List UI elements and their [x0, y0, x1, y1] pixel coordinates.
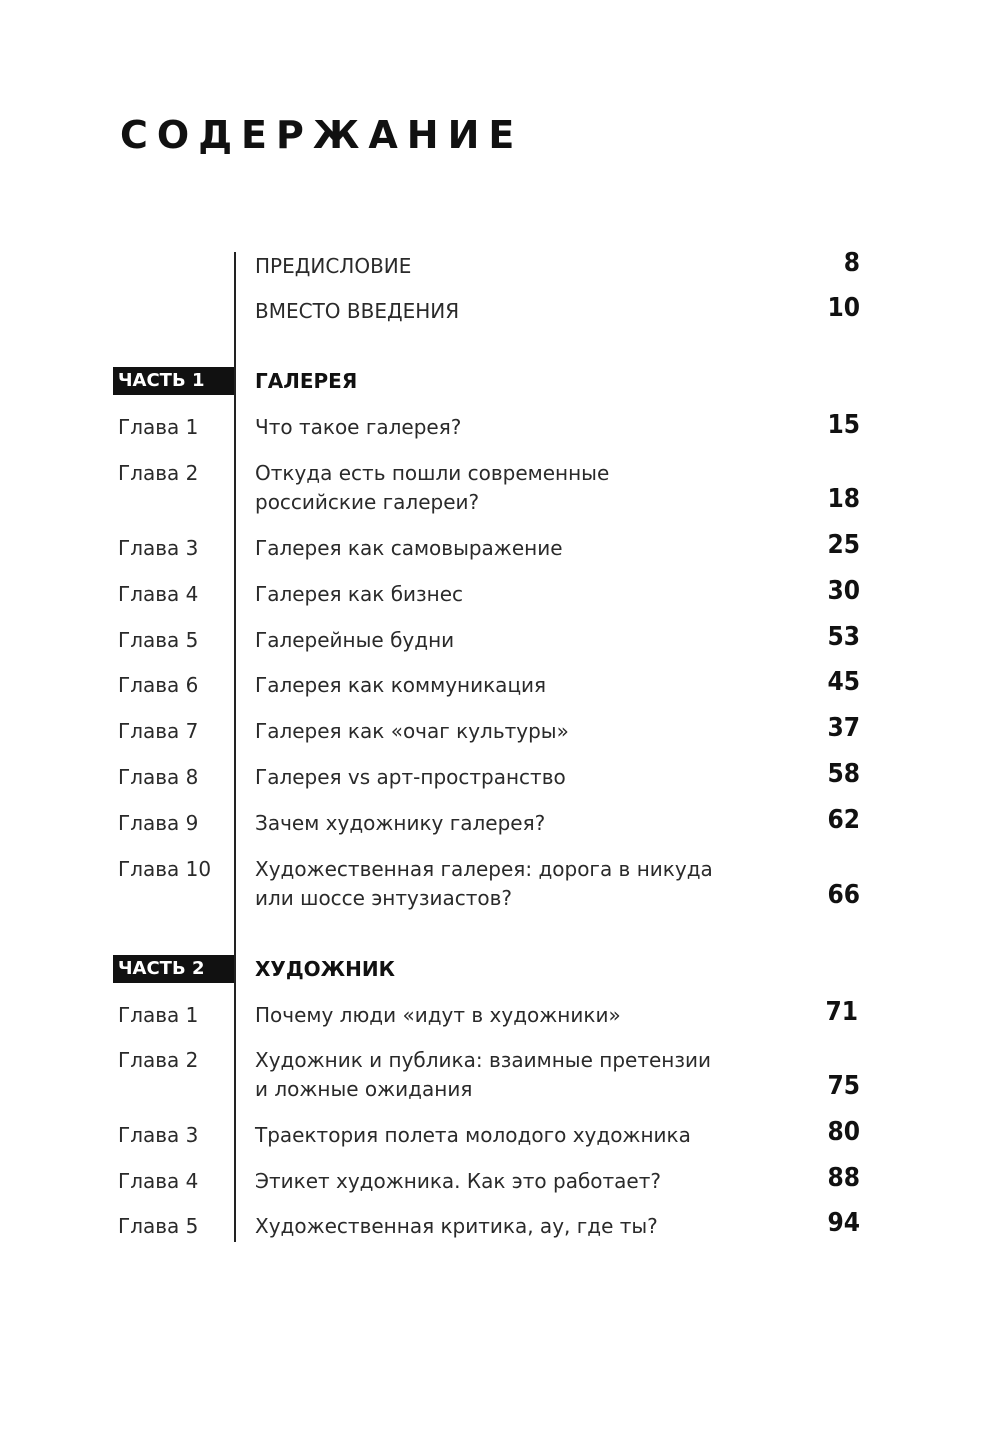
- chapter-label: Глава 5: [118, 1214, 199, 1238]
- chapter-label: Глава 4: [118, 1169, 199, 1193]
- chapter-title[interactable]: Галерея как коммуникация: [255, 673, 547, 697]
- chapter-page[interactable]: 18: [827, 484, 860, 514]
- chapter-label: Глава 2: [118, 461, 199, 485]
- vertical-divider: [234, 252, 236, 1242]
- chapter-title[interactable]: Художественная галерея: дорога в никуда: [255, 857, 713, 881]
- chapter-label: Глава 9: [118, 811, 199, 835]
- chapter-label: Глава 1: [118, 415, 199, 439]
- chapter-title-line2[interactable]: российские галереи?: [255, 490, 480, 514]
- chapter-title[interactable]: Галерея vs арт-пространство: [255, 765, 566, 789]
- chapter-label: Глава 3: [118, 536, 199, 560]
- toc-entry-text[interactable]: ПРЕДИСЛОВИЕ: [255, 254, 412, 278]
- chapter-title-line2[interactable]: или шоссе энтузиастов?: [255, 886, 513, 910]
- chapter-page[interactable]: 15: [827, 410, 860, 440]
- chapter-page[interactable]: 62: [827, 805, 860, 835]
- chapter-title[interactable]: Почему люди «идут в художники»: [255, 1003, 621, 1027]
- part-badge: ЧАСТЬ 2: [113, 955, 234, 983]
- part-badge: ЧАСТЬ 1: [113, 367, 234, 395]
- chapter-title[interactable]: Галерея как самовыражение: [255, 536, 563, 560]
- page-title: СОДЕРЖАНИЕ: [120, 113, 524, 157]
- chapter-page[interactable]: 94: [827, 1208, 860, 1238]
- chapter-page[interactable]: 80: [827, 1117, 860, 1147]
- chapter-title[interactable]: Этикет художника. Как это работает?: [255, 1169, 661, 1193]
- chapter-label: Глава 10: [118, 857, 212, 881]
- chapter-title[interactable]: Откуда есть пошли современные: [255, 461, 610, 485]
- chapter-title[interactable]: Художественная критика, ау, где ты?: [255, 1214, 658, 1238]
- part-title[interactable]: ГАЛЕРЕЯ: [255, 369, 358, 393]
- chapter-page[interactable]: 25: [827, 530, 860, 560]
- chapter-label: Глава 5: [118, 628, 199, 652]
- chapter-page[interactable]: 66: [827, 880, 860, 910]
- chapter-title[interactable]: Галерея как «очаг культуры»: [255, 719, 569, 743]
- chapter-page[interactable]: 75: [827, 1071, 860, 1101]
- chapter-label: Глава 7: [118, 719, 199, 743]
- chapter-label: Глава 2: [118, 1048, 199, 1072]
- chapter-title[interactable]: Траектория полета молодого художника: [255, 1123, 691, 1147]
- chapter-title[interactable]: Художник и публика: взаимные претензии: [255, 1048, 711, 1072]
- chapter-page[interactable]: 88: [827, 1163, 860, 1193]
- chapter-page[interactable]: 58: [827, 759, 860, 789]
- chapter-label: Глава 4: [118, 582, 199, 606]
- chapter-title[interactable]: Зачем художнику галерея?: [255, 811, 546, 835]
- part-title[interactable]: ХУДОЖНИК: [255, 957, 395, 981]
- chapter-title-line2[interactable]: и ложные ожидания: [255, 1077, 473, 1101]
- toc-entry-page[interactable]: 8: [843, 248, 860, 278]
- chapter-page[interactable]: 53: [827, 622, 860, 652]
- chapter-title[interactable]: Галерея как бизнес: [255, 582, 464, 606]
- chapter-title[interactable]: Галерейные будни: [255, 628, 455, 652]
- toc-entry-text[interactable]: ВМЕСТО ВВЕДЕНИЯ: [255, 299, 460, 323]
- chapter-label: Глава 1: [118, 1003, 199, 1027]
- chapter-label: Глава 3: [118, 1123, 199, 1147]
- chapter-page[interactable]: 37: [827, 713, 860, 743]
- toc-entry-page[interactable]: 10: [827, 293, 860, 323]
- chapter-title[interactable]: Что такое галерея?: [255, 415, 462, 439]
- chapter-page[interactable]: 45: [827, 667, 860, 697]
- chapter-page[interactable]: 30: [827, 576, 860, 606]
- chapter-label: Глава 8: [118, 765, 199, 789]
- chapter-label: Глава 6: [118, 673, 199, 697]
- chapter-page[interactable]: 71: [825, 997, 858, 1027]
